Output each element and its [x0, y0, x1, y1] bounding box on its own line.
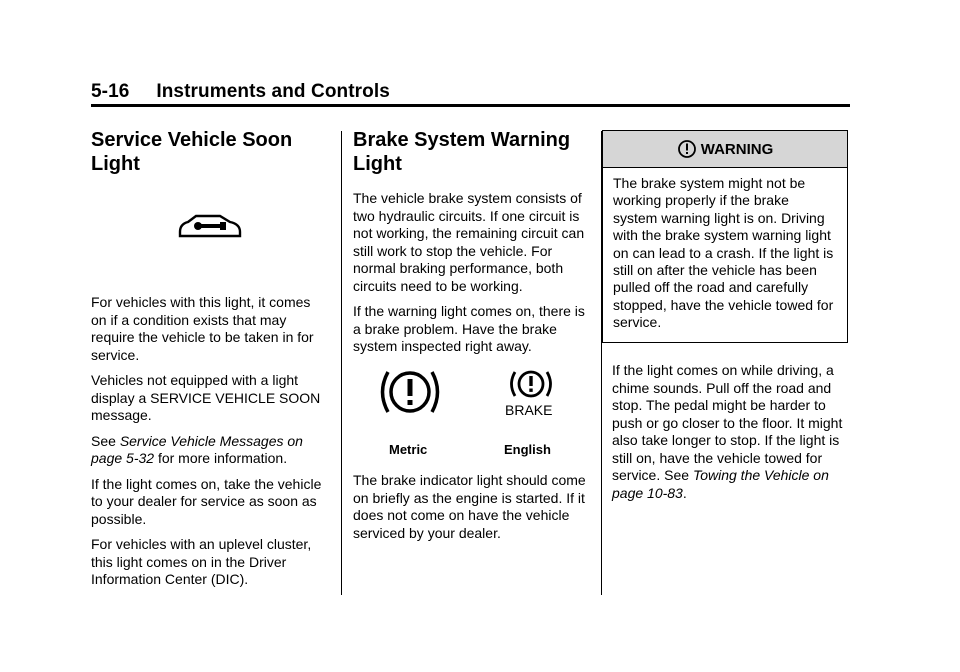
brake-continued-para	[612, 362, 852, 502]
brake-continued-end: .	[682, 484, 687, 501]
service-vehicle-para-2: Vehicles not equipped with a light display a SERVICE VEHICLE SOON message.	[91, 372, 321, 423]
service-vehicle-para-1: For vehicles with this light, it comes on if a condition exists that may require the vehicle to be taken in for service.	[91, 294, 314, 363]
section-heading-service-vehicle: Service Vehicle Soon Light	[91, 129, 293, 175]
brake-para-3: The brake indicator light should come on briefly as the engine is started. If it does not come on have the vehicle serviced by your dealer.	[353, 472, 586, 541]
towing-vehicle-link[interactable]: Towing the Vehicle on page 10-83	[612, 467, 829, 501]
column-brake-continued	[612, 362, 852, 502]
warning-icon	[677, 139, 697, 159]
service-vehicle-para-3	[91, 433, 329, 468]
service-vehicle-para-4: If the light comes on, take the vehicle to your dealer for service as soon as possible.	[91, 475, 322, 527]
warning-box	[602, 130, 848, 343]
brake-para-3-wrap	[353, 472, 593, 542]
section-heading-brake-system: Brake System Warning Light	[353, 129, 571, 175]
page-header-title: 5-16 Instruments and Controls	[91, 81, 390, 102]
column-brake-system	[353, 128, 589, 356]
service-vehicle-icon	[176, 212, 244, 242]
service-vehicle-para-5: For vehicles with an uplevel cluster, this light comes on in the Driver Information Center (DIC).	[91, 536, 312, 587]
column-service-vehicle	[91, 128, 329, 589]
warning-text: The brake system might not be working properly if the brake system warning light is on. Driving with the brake system warning light on can lead to a crash. If the light is still on after the vehicle has been pulled off the road and carefully stopped, have the vehicle towed for service.	[613, 175, 834, 331]
service-vehicle-icon-wrap	[91, 212, 329, 252]
brake-para-1: The vehicle brake system consists of two hydraulic circuits. If one circuit is not working, the remaining circuit can still work to stop the vehicle. For normal braking performance, both circuits need to be working.	[353, 190, 585, 294]
brake-english-icon	[507, 368, 555, 402]
see-prefix: See	[91, 432, 120, 449]
warning-title: WARNING	[700, 140, 774, 158]
brake-metric-icon	[377, 367, 443, 417]
english-label: English	[504, 442, 551, 457]
column-divider-1	[341, 131, 342, 595]
service-vehicle-messages-link[interactable]: Service Vehicle Messages on page 5-32	[91, 432, 303, 466]
warning-body	[603, 168, 847, 332]
brake-para-2: If the warning light comes on, there is a brake problem. Have the brake system inspected right away.	[353, 303, 585, 354]
metric-label: Metric	[389, 442, 428, 457]
brake-continued-text: If the light comes on while driving, a chime sounds. Pull off the road and stop. The pedal might be harder to push or go closer to the floor. It might also take longer to stop. If the light is still on, have the vehicle towed for service. See	[612, 362, 843, 483]
see-suffix: for more information.	[154, 450, 288, 466]
page-header	[91, 80, 850, 107]
warning-header	[603, 131, 847, 168]
brake-english-text: BRAKE	[505, 402, 553, 418]
